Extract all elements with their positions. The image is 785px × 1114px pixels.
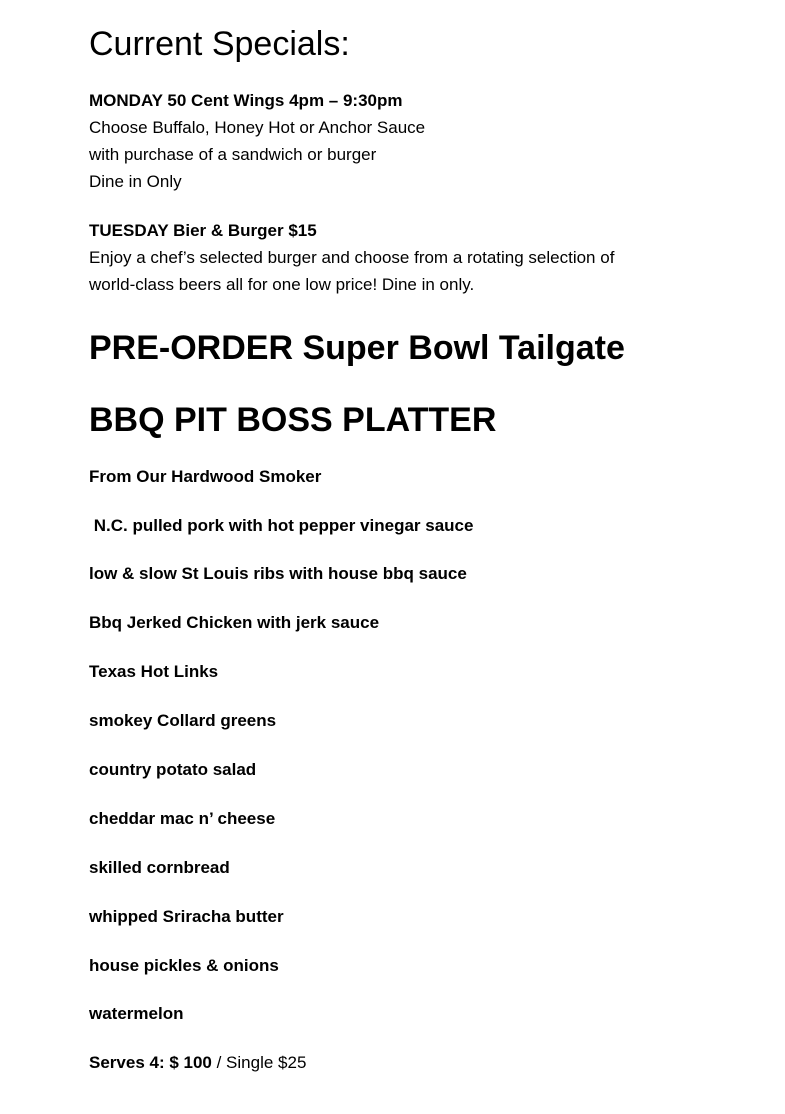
platter-item: watermelon [89, 1004, 184, 1023]
platter-item: country potato salad [89, 760, 257, 779]
platter-item: Bbq Jerked Chicken with jerk sauce [89, 613, 380, 632]
platter-item: smokey Collard greens [89, 711, 277, 730]
platter-item: N.C. pulled pork with hot pepper vinegar sauce [89, 516, 474, 535]
special-monday-line: with purchase of a sandwich or burger [89, 145, 377, 164]
platter-item: From Our Hardwood Smoker [89, 467, 322, 486]
special-monday-heading: MONDAY 50 Cent Wings 4pm – 9:30pm [89, 91, 403, 110]
platter-item: Texas Hot Links [89, 662, 219, 681]
special-tuesday [89, 217, 614, 298]
platter-item: house pickles & onions [89, 956, 279, 975]
special-tuesday-line: Enjoy a chef’s selected burger and choose from a rotating selection of [89, 248, 615, 267]
special-monday [89, 87, 425, 195]
special-tuesday-line: world-class beers all for one low price! Dine in only. [89, 275, 475, 294]
platter-item: whipped Sriracha butter [89, 907, 284, 926]
platter-item: skilled cornbread [89, 858, 230, 877]
cutoff-text-line [89, 1108, 569, 1114]
special-tuesday-heading: TUESDAY Bier & Burger $15 [89, 221, 317, 240]
platter-item: low & slow St Louis ribs with house bbq sauce [89, 564, 467, 583]
special-monday-line: Dine in Only [89, 172, 182, 191]
platter-price [89, 1051, 306, 1075]
preorder-heading: PRE-ORDER Super Bowl Tailgate [89, 329, 625, 367]
platter-heading: BBQ PIT BOSS PLATTER [89, 401, 497, 439]
page-title: Current Specials: [89, 25, 350, 63]
platter-price-single: / Single $25 [211, 1053, 307, 1072]
platter-item: cheddar mac n’ cheese [89, 809, 276, 828]
platter-price-serves: Serves 4: $ 100 [89, 1053, 212, 1072]
special-monday-line: Choose Buffalo, Honey Hot or Anchor Sauce [89, 118, 426, 137]
